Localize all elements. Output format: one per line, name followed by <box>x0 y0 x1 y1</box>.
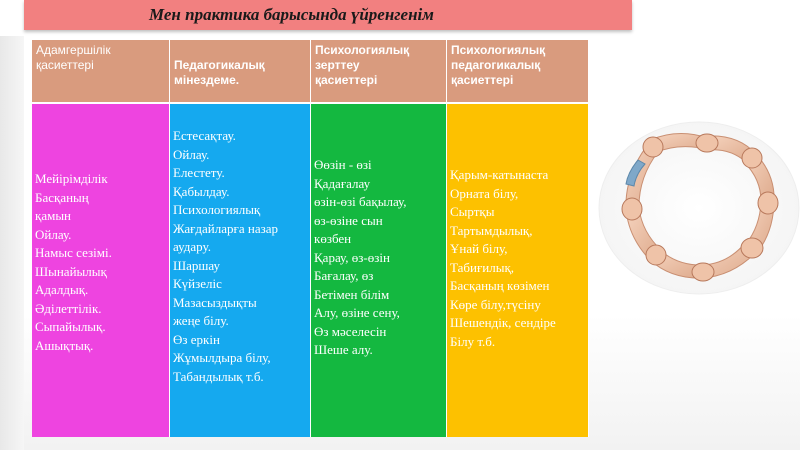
cell-line: көзбен <box>314 231 352 246</box>
column-psych-research <box>311 104 447 437</box>
header-line: қасиеттері <box>36 58 94 72</box>
header-line: Педагогикалық <box>174 58 265 72</box>
cell-line: Ашықтық. <box>35 337 94 353</box>
cell-line: Естесақтау. <box>173 128 236 143</box>
cell-line: Әділеттілік. <box>35 300 102 316</box>
cell-line: Бетімен білім <box>314 286 390 302</box>
cell-line: Елестету. <box>173 165 225 180</box>
cell-line: Өз еркін <box>173 331 220 347</box>
cell-line: Табиғилық, <box>450 259 515 275</box>
header-line: зерттеу <box>315 58 360 72</box>
cell-line: Мазасыздықты <box>173 294 257 310</box>
header-line: мінездеме. <box>174 73 240 87</box>
cell-line: Ұнай білу, <box>450 241 508 256</box>
cell-line: Қарау, өз-өзін <box>314 249 390 265</box>
cell-line: Ойлау. <box>173 146 210 162</box>
cell-line: Шынайылық <box>35 263 107 279</box>
cell-line: Жұмылдыра білу, <box>173 350 271 365</box>
slide-title: Мен практика барысында үйренгенім <box>149 5 434 24</box>
header-line: педагогикалық <box>451 58 541 72</box>
cell-line: Бағалау, өз <box>314 268 374 283</box>
cell-line: Тартымдылық, <box>450 222 533 238</box>
cell-line: Мейірімділік <box>35 171 108 186</box>
cell-line: Табандылық т.б. <box>173 368 264 384</box>
left-decorative-strip <box>0 36 24 450</box>
cell-line: Шаршау <box>173 257 221 273</box>
cell-line: Жағдайларға назар <box>173 220 279 236</box>
cell-line: Өз мәселесін <box>314 323 387 339</box>
column-psych-pedagogical <box>447 104 589 437</box>
cell-line: Өөзін - өзі <box>314 157 372 172</box>
column-moral-qualities <box>32 104 170 437</box>
cell-line: қамын <box>35 208 72 223</box>
cell-line: Басқаның <box>35 189 89 205</box>
column-pedagogical-description <box>170 104 311 437</box>
header-line: Психологиялық <box>315 43 410 57</box>
cell-line: Адалдық. <box>35 282 89 297</box>
cell-line: Қадағалау <box>314 175 371 191</box>
linked-hands-circle-icon <box>598 120 800 296</box>
cell-line: Алу, өзіне сену, <box>314 305 400 320</box>
cell-line: Күйзеліс <box>173 276 222 291</box>
cell-line: Сыпайылық. <box>35 319 106 334</box>
cell-line: аудару. <box>173 239 211 254</box>
header-cell-psych-pedagogical <box>447 40 589 104</box>
cell-line: Намыс сезімі. <box>35 245 112 260</box>
cell-line: Ойлау. <box>35 226 72 242</box>
header-cell-pedagogical <box>170 40 311 104</box>
header-line: қасиеттері <box>315 73 378 87</box>
cell-line: Шешендік, сендіре <box>450 315 556 330</box>
cell-line: жеңе білу. <box>173 313 229 328</box>
cell-line: Көре білу,түсіну <box>450 296 541 312</box>
cell-line: Шеше алу. <box>314 342 373 357</box>
cell-line: өзін-өзі бақылау, <box>314 194 407 209</box>
header-line: қасиеттері <box>451 73 514 87</box>
cell-line: Қарым-катынаста <box>450 167 549 182</box>
title-bar <box>24 0 632 30</box>
cell-line: Орната білу, <box>450 185 519 201</box>
header-line: Адамгершілік <box>36 43 111 57</box>
cell-line: Қабылдау. <box>173 183 230 199</box>
header-line: Психологиялық <box>451 43 546 57</box>
cell-line: Басқаның көзімен <box>450 278 550 293</box>
cell-line: Психологиялық <box>173 202 261 217</box>
qualities-table <box>32 40 589 437</box>
cell-line: өз-өзіне сын <box>314 212 383 228</box>
header-cell-psych-research <box>311 40 447 104</box>
header-cell-moral <box>32 40 170 104</box>
cell-line: Сыртқы <box>450 204 495 219</box>
cell-line: Білу т.б. <box>450 333 496 349</box>
